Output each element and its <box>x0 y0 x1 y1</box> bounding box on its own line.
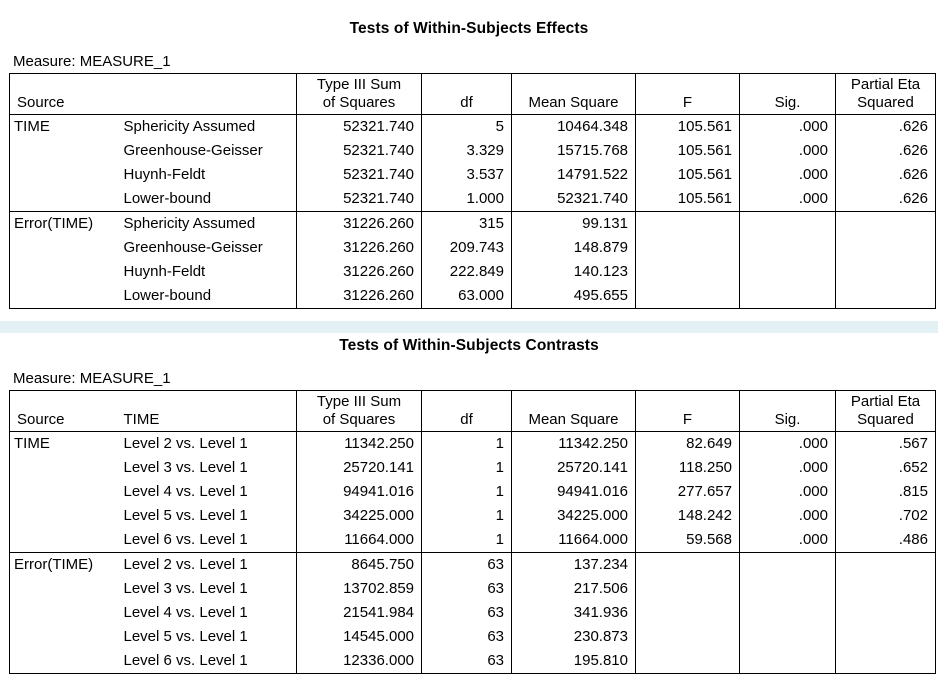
cell-sig <box>740 212 836 237</box>
header-eta-line1: Partial Eta <box>850 76 921 93</box>
header-sig: Sig. <box>740 74 836 115</box>
effects-table <box>9 73 936 309</box>
cell-f: 105.561 <box>636 115 740 140</box>
row-source: TIME <box>10 432 117 457</box>
table-row <box>10 553 936 578</box>
cell-df: 1 <box>422 456 512 480</box>
row-label: Level 3 vs. Level 1 <box>123 459 248 476</box>
cell-df: 63.000 <box>422 284 512 309</box>
cell-mean-square: 11342.250 <box>512 432 636 457</box>
cell-df: 63 <box>422 649 512 674</box>
cell-mean-square: 14791.522 <box>512 163 636 187</box>
cell-sig: .000 <box>740 139 836 163</box>
row-label: Sphericity Assumed <box>123 118 256 135</box>
cell-df: 315 <box>422 212 512 237</box>
cell-df: 1 <box>422 504 512 528</box>
row-label: Huynh-Feldt <box>123 166 206 183</box>
cell-sum-of-squares: 21541.984 <box>297 601 422 625</box>
cell-mean-square: 34225.000 <box>512 504 636 528</box>
cell-partial-eta <box>836 649 936 674</box>
cell-sig: .000 <box>740 528 836 553</box>
cell-sum-of-squares: 8645.750 <box>297 553 422 578</box>
contrasts-title: Tests of Within-Subjects Contrasts <box>339 337 599 354</box>
cell-partial-eta <box>836 212 936 237</box>
row-source <box>10 480 117 504</box>
cell-f: 118.250 <box>636 456 740 480</box>
cell-partial-eta <box>836 236 936 260</box>
cell-mean-square: 99.131 <box>512 212 636 237</box>
cell-partial-eta <box>836 625 936 649</box>
row-source <box>10 236 117 260</box>
cell-sum-of-squares: 11342.250 <box>297 432 422 457</box>
cell-partial-eta: .626 <box>836 187 936 212</box>
table-row <box>10 432 936 457</box>
header-ss-line2: of Squares <box>322 94 396 111</box>
table-row <box>10 187 936 212</box>
cell-partial-eta <box>836 553 936 578</box>
cell-df: 1 <box>422 480 512 504</box>
row-label: Level 5 vs. Level 1 <box>123 628 248 645</box>
cell-df: 63 <box>422 577 512 601</box>
header-sum-of-squares <box>297 391 422 432</box>
cell-sum-of-squares: 94941.016 <box>297 480 422 504</box>
table-row <box>10 456 936 480</box>
header-f: F <box>636 391 740 432</box>
header-sig: Sig. <box>740 391 836 432</box>
cell-mean-square: 15715.768 <box>512 139 636 163</box>
cell-f: 59.568 <box>636 528 740 553</box>
cell-partial-eta: .486 <box>836 528 936 553</box>
row-source <box>10 139 117 163</box>
cell-sum-of-squares: 11664.000 <box>297 528 422 553</box>
table-row <box>10 115 936 140</box>
table-row <box>10 139 936 163</box>
cell-sig <box>740 649 836 674</box>
cell-mean-square: 341.936 <box>512 601 636 625</box>
row-source <box>10 260 117 284</box>
header-partial-eta <box>836 391 936 432</box>
cell-sum-of-squares: 34225.000 <box>297 504 422 528</box>
table-row <box>10 284 936 309</box>
row-label: Level 2 vs. Level 1 <box>117 553 297 578</box>
cell-sig <box>740 601 836 625</box>
header-df: df <box>422 74 512 115</box>
cell-f: 148.242 <box>636 504 740 528</box>
contrasts-measure: Measure: MEASURE_1 <box>13 370 171 387</box>
table-row <box>10 212 936 237</box>
table-row <box>10 625 936 649</box>
cell-sig: .000 <box>740 115 836 140</box>
row-label: Greenhouse-Geisser <box>123 239 263 256</box>
row-source <box>10 625 117 649</box>
header-eta-line2: Squared <box>857 94 914 111</box>
cell-mean-square: 10464.348 <box>512 115 636 140</box>
cell-df: 3.537 <box>422 163 512 187</box>
row-source <box>10 456 117 480</box>
cell-sig: .000 <box>740 456 836 480</box>
row-source <box>10 284 117 309</box>
cell-f: 82.649 <box>636 432 740 457</box>
row-source <box>10 187 117 212</box>
row-label: Level 5 vs. Level 1 <box>123 507 248 524</box>
cell-f: 277.657 <box>636 480 740 504</box>
cell-sig <box>740 625 836 649</box>
cell-partial-eta: .626 <box>836 139 936 163</box>
header-ss-line1: Type III Sum <box>316 76 402 93</box>
cell-df: 63 <box>422 625 512 649</box>
cell-sum-of-squares: 52321.740 <box>297 163 422 187</box>
cell-f <box>636 577 740 601</box>
effects-header-row <box>10 74 936 115</box>
cell-f <box>636 601 740 625</box>
cell-sum-of-squares: 31226.260 <box>297 212 422 237</box>
cell-sum-of-squares: 12336.000 <box>297 649 422 674</box>
cell-sig <box>740 236 836 260</box>
row-label: Level 4 vs. Level 1 <box>123 483 248 500</box>
cell-mean-square: 11664.000 <box>512 528 636 553</box>
cell-mean-square: 140.123 <box>512 260 636 284</box>
row-source: TIME <box>10 115 117 140</box>
header-eta-line2: Squared <box>857 411 914 428</box>
cell-sum-of-squares: 52321.740 <box>297 139 422 163</box>
separator-band <box>0 321 938 333</box>
header-sum-of-squares <box>297 74 422 115</box>
cell-df: 63 <box>422 601 512 625</box>
cell-sum-of-squares: 31226.260 <box>297 260 422 284</box>
row-source <box>10 601 117 625</box>
cell-f <box>636 649 740 674</box>
cell-mean-square: 495.655 <box>512 284 636 309</box>
cell-partial-eta: .626 <box>836 115 936 140</box>
header-mean-square: Mean Square <box>512 391 636 432</box>
cell-partial-eta <box>836 601 936 625</box>
header-eta-line1: Partial Eta <box>850 393 921 410</box>
contrasts-table <box>9 390 936 674</box>
table-row <box>10 504 936 528</box>
cell-df: 222.849 <box>422 260 512 284</box>
cell-f <box>636 236 740 260</box>
row-source <box>10 577 117 601</box>
table-row <box>10 480 936 504</box>
row-source <box>10 528 117 553</box>
cell-f <box>636 212 740 237</box>
cell-sig <box>740 553 836 578</box>
cell-df: 1 <box>422 528 512 553</box>
cell-f: 105.561 <box>636 163 740 187</box>
header-partial-eta <box>836 74 936 115</box>
cell-f <box>636 553 740 578</box>
row-label: Lower-bound <box>123 190 212 207</box>
row-label: Level 3 vs. Level 1 <box>123 580 248 597</box>
cell-f <box>636 284 740 309</box>
cell-sum-of-squares: 52321.740 <box>297 115 422 140</box>
header-mean-square: Mean Square <box>512 74 636 115</box>
header-source: Source <box>10 391 117 432</box>
cell-sum-of-squares: 31226.260 <box>297 236 422 260</box>
header-f: F <box>636 74 740 115</box>
cell-f <box>636 625 740 649</box>
cell-sig: .000 <box>740 163 836 187</box>
cell-sig: .000 <box>740 504 836 528</box>
table-row <box>10 577 936 601</box>
cell-df: 209.743 <box>422 236 512 260</box>
table-row <box>10 528 936 553</box>
cell-mean-square: 25720.141 <box>512 456 636 480</box>
row-label: Level 6 vs. Level 1 <box>123 531 248 548</box>
cell-sum-of-squares: 25720.141 <box>297 456 422 480</box>
row-label: Huynh-Feldt <box>123 263 206 280</box>
cell-sig: .000 <box>740 187 836 212</box>
cell-f <box>636 260 740 284</box>
cell-mean-square: 230.873 <box>512 625 636 649</box>
cell-df: 63 <box>422 553 512 578</box>
table-row <box>10 601 936 625</box>
row-source <box>10 504 117 528</box>
header-ss-line2: of Squares <box>322 411 396 428</box>
cell-mean-square: 137.234 <box>512 553 636 578</box>
row-source: Error(TIME) <box>10 212 117 237</box>
cell-df: 5 <box>422 115 512 140</box>
effects-title: Tests of Within-Subjects Effects <box>349 20 589 37</box>
header-df: df <box>422 391 512 432</box>
cell-mean-square: 217.506 <box>512 577 636 601</box>
cell-partial-eta: .626 <box>836 163 936 187</box>
cell-partial-eta <box>836 260 936 284</box>
row-source <box>10 163 117 187</box>
cell-mean-square: 195.810 <box>512 649 636 674</box>
cell-sum-of-squares: 31226.260 <box>297 284 422 309</box>
cell-sig: .000 <box>740 480 836 504</box>
header-second <box>117 74 297 115</box>
table-row <box>10 236 936 260</box>
cell-sig <box>740 284 836 309</box>
header-source: Source <box>10 74 117 115</box>
header-ss-line1: Type III Sum <box>316 393 402 410</box>
row-source <box>10 649 117 674</box>
cell-df: 1 <box>422 432 512 457</box>
cell-sig: .000 <box>740 432 836 457</box>
header-second: TIME <box>117 391 297 432</box>
row-label: Level 6 vs. Level 1 <box>117 649 297 674</box>
row-source: Error(TIME) <box>10 553 117 578</box>
cell-partial-eta <box>836 577 936 601</box>
cell-f: 105.561 <box>636 139 740 163</box>
cell-mean-square: 148.879 <box>512 236 636 260</box>
cell-partial-eta <box>836 284 936 309</box>
cell-f: 105.561 <box>636 187 740 212</box>
table-row <box>10 649 936 674</box>
effects-measure: Measure: MEASURE_1 <box>13 53 171 70</box>
cell-partial-eta: .702 <box>836 504 936 528</box>
contrasts-header-row <box>10 391 936 432</box>
cell-sum-of-squares: 14545.000 <box>297 625 422 649</box>
cell-mean-square: 52321.740 <box>512 187 636 212</box>
cell-partial-eta: .815 <box>836 480 936 504</box>
row-label: Level 2 vs. Level 1 <box>123 435 248 452</box>
row-label: Level 4 vs. Level 1 <box>123 604 248 621</box>
cell-sig <box>740 577 836 601</box>
cell-df: 1.000 <box>422 187 512 212</box>
cell-partial-eta: .567 <box>836 432 936 457</box>
cell-partial-eta: .652 <box>836 456 936 480</box>
row-label: Greenhouse-Geisser <box>123 142 263 159</box>
cell-mean-square: 94941.016 <box>512 480 636 504</box>
table-row <box>10 260 936 284</box>
cell-sig <box>740 260 836 284</box>
cell-sum-of-squares: 52321.740 <box>297 187 422 212</box>
row-label: Lower-bound <box>117 284 297 309</box>
table-row <box>10 163 936 187</box>
row-label: Sphericity Assumed <box>117 212 297 237</box>
cell-sum-of-squares: 13702.859 <box>297 577 422 601</box>
cell-df: 3.329 <box>422 139 512 163</box>
